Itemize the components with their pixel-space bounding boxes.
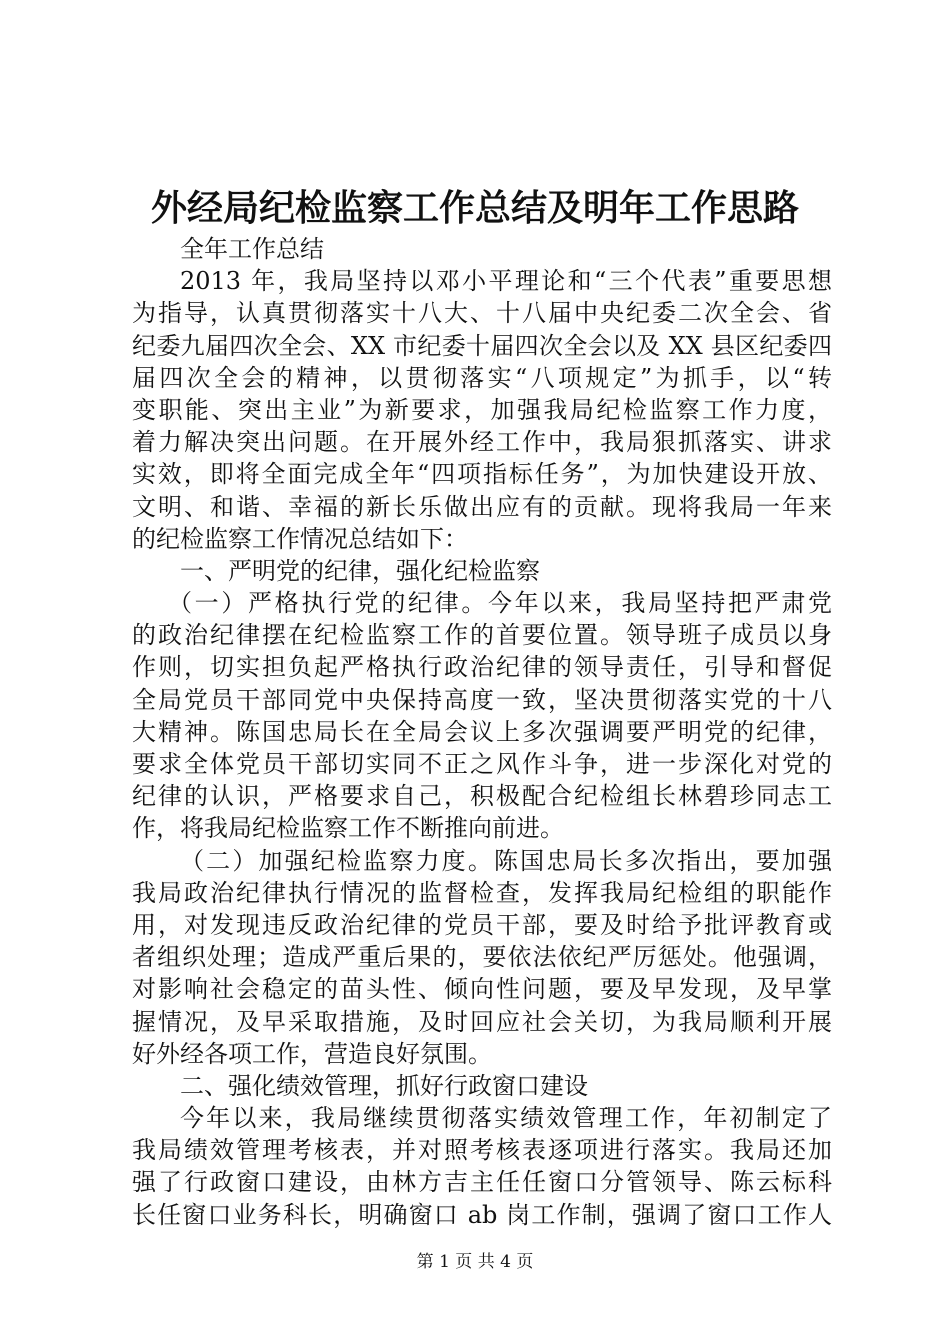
paragraph-line: 今年以来，我局继续贯彻落实绩效管理工作，年初制定了 — [180, 1104, 832, 1133]
paragraph-line: 全局党员干部同党中央保持高度一致，坚决贯彻落实党的十八 — [132, 685, 832, 714]
section-heading-2: 二、强化绩效管理，抓好行政窗口建设 — [180, 1071, 588, 1100]
paragraph-line: 好外经各项工作，营造良好氛围。 — [132, 1039, 492, 1068]
section-heading-1: 一、严明党的纪律，强化纪检监察 — [180, 556, 540, 585]
paragraph-line: 长任窗口业务科长，明确窗口 ab 岗工作制，强调了窗口工作人 — [132, 1200, 832, 1229]
paragraph-line: 变职能、突出主业”为新要求，加强我局纪检监察工作力度， — [132, 395, 832, 424]
paragraph-line: 我局绩效管理考核表，并对照考核表逐项进行落实。我局还加 — [132, 1136, 832, 1165]
paragraph-line: 着力解决突出问题。在开展外经工作中，我局狠抓落实、讲求 — [132, 428, 832, 457]
paragraph-line: 对影响社会稳定的苗头性、倾向性问题，要及早发现，及早掌 — [132, 975, 832, 1004]
paragraph-line: 要求全体党员干部切实同不正之风作斗争，进一步深化对党的 — [132, 750, 832, 778]
paragraph-line: 文明、和谐、幸福的新长乐做出应有的贡献。现将我局一年来 — [132, 492, 832, 521]
paragraph-line: 握情况，及早采取措施，及时回应社会关切，为我局顺利开展 — [132, 1007, 832, 1036]
paragraph-line: 纪委九届四次全会、XX 市纪委十届四次全会以及 XX 县区纪委四 — [132, 331, 832, 360]
document-body — [132, 233, 832, 1231]
paragraph-line: 大精神。陈国忠局长在全局会议上多次强调要严明党的纪律， — [132, 717, 832, 746]
paragraph-line: 纪律的认识，严格要求自己，积极配合纪检组长林碧珍同志工 — [132, 782, 832, 811]
paragraph-line: 2013 年，我局坚持以邓小平理论和“三个代表”重要思想 — [180, 267, 832, 296]
paragraph-line: 用，对发现违反政治纪律的党员干部，要及时给予批评教育或 — [132, 910, 832, 939]
paragraph-line: 强了行政窗口建设，由林方吉主任任窗口分管领导、陈云标科 — [132, 1168, 832, 1197]
document-title: 外经局纪检监察工作总结及明年工作思路 — [150, 187, 799, 229]
paragraph-line: （二）加强纪检监察力度。陈国忠局长多次指出，要加强 — [180, 846, 832, 875]
paragraph-line: 作则，切实担负起严格执行政治纪律的领导责任，引导和督促 — [132, 653, 832, 682]
paragraph-line: 届四次全会的精神，以贯彻落实“八项规定”为抓手，以“转 — [132, 363, 832, 392]
paragraph-line: 的政治纪律摆在纪检监察工作的首要位置。领导班子成员以身 — [132, 621, 832, 650]
paragraph-line: 为指导，认真贯彻落实十八大、十八届中央纪委二次全会、省 — [132, 299, 832, 328]
paragraph-line: 的纪检监察工作情况总结如下： — [132, 524, 468, 553]
paragraph-line: 者组织处理；造成严重后果的，要依法依纪严厉惩处。他强调， — [132, 943, 832, 972]
paragraph-line: （一）严格执行党的纪律。今年以来，我局坚持把严肃党 — [168, 589, 832, 618]
paragraph-line: 作，将我局纪检监察工作不断推向前进。 — [132, 814, 564, 843]
paragraph-line: 我局政治纪律执行情况的监督检查，发挥我局纪检组的职能作 — [132, 878, 832, 907]
section-heading-summary: 全年工作总结 — [180, 235, 324, 263]
paragraph-line: 实效，即将全面完成全年“四项指标任务”，为加快建设开放、 — [132, 460, 832, 489]
page-footer: 第 1 页 共 4 页 — [416, 1252, 534, 1272]
